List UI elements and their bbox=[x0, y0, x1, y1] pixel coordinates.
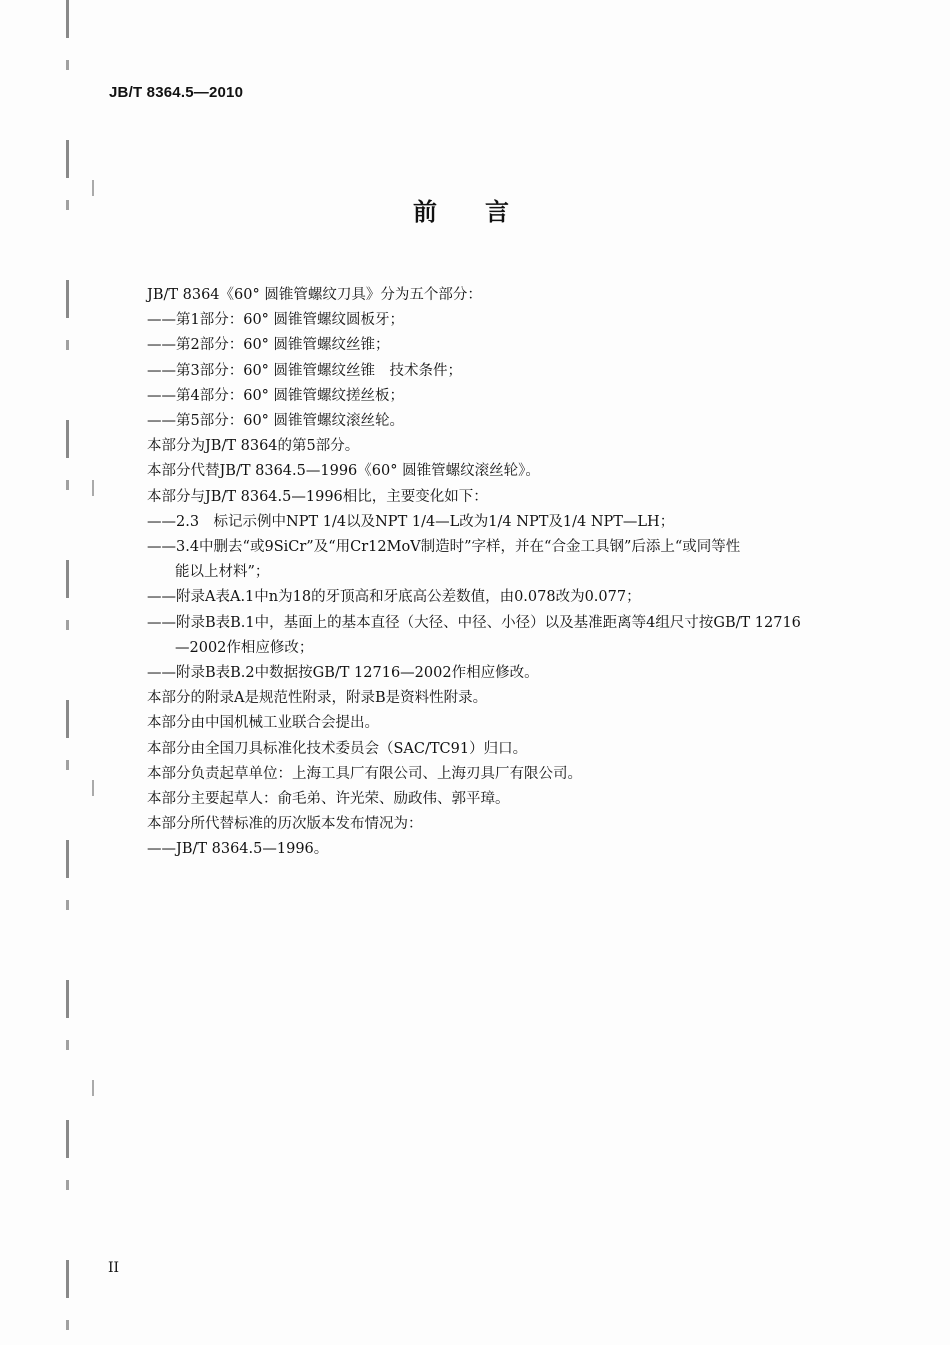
document-body bbox=[147, 283, 867, 863]
list-item-part-3: ——第3部分：60° 圆锥管螺纹丝锥 技术条件； bbox=[147, 362, 463, 379]
standard-code: JB/T 8364.5—2010 bbox=[109, 84, 244, 101]
list-item-part-5: ——第5部分：60° 圆锥管螺纹滚丝轮。 bbox=[147, 413, 405, 430]
paragraph-under-jurisdiction: 本部分由全国刀具标准化技术委员会（SAC/TC91）归口。 bbox=[147, 740, 528, 757]
paragraph-intro: JB/T 8364《60° 圆锥管螺纹刀具》分为五个部分： bbox=[147, 287, 482, 303]
list-item-change-3-4: ——3.4中删去“或9SiCr”及“用Cr12MoV制造时”字样，并在“合金工具钢”后添上“或同等性 bbox=[147, 539, 741, 556]
list-item-change-annex-a: ——附录A表A.1中n为18的牙顶高和牙底高公差数值，由0.078改为0.077； bbox=[147, 589, 641, 606]
page-title: 前言 bbox=[413, 198, 557, 226]
list-item-history-1996: ——JB/T 8364.5—1996。 bbox=[147, 841, 329, 858]
paragraph-drafters: 本部分主要起草人：俞毛弟、许光荣、励政伟、郭平璋。 bbox=[147, 791, 510, 808]
paragraph-part-statement: 本部分为JB/T 8364的第5部分。 bbox=[147, 438, 360, 455]
list-item-part-2: ——第2部分：60° 圆锥管螺纹丝锥； bbox=[147, 337, 390, 354]
list-item-change-3-4-continued: 能以上材料”； bbox=[175, 564, 270, 581]
page-number: II bbox=[108, 1260, 120, 1276]
paragraph-proposed-by: 本部分由中国机械工业联合会提出。 bbox=[147, 715, 379, 732]
paragraph-replaces: 本部分代替JB/T 8364.5—1996《60° 圆锥管螺纹滚丝轮》。 bbox=[147, 463, 540, 480]
list-item-change-2-3: ——2.3 标记示例中NPT 1/4以及NPT 1/4—L改为1/4 NPT及1/4 NPT—LH； bbox=[147, 513, 675, 530]
list-item-part-1: ——第1部分：60° 圆锥管螺纹圆板牙； bbox=[147, 312, 405, 329]
paragraph-changes-intro: 本部分与JB/T 8364.5—1996相比，主要变化如下： bbox=[147, 488, 488, 505]
paragraph-drafting-units: 本部分负责起草单位：上海工具厂有限公司、上海刃具厂有限公司。 bbox=[147, 765, 582, 782]
list-item-change-annex-b1: ——附录B表B.1中，基面上的基本直径（大径、中径、小径）以及基准距离等4组尺寸按GB/T 12716 bbox=[147, 614, 801, 631]
list-item-part-4: ——第4部分：60° 圆锥管螺纹搓丝板； bbox=[147, 387, 405, 404]
paragraph-history-intro: 本部分所代替标准的历次版本发布情况为： bbox=[147, 816, 423, 833]
list-item-change-annex-b1-continued: —2002作相应修改； bbox=[175, 639, 314, 656]
paragraph-annexes: 本部分的附录A是规范性附录，附录B是资料性附录。 bbox=[147, 690, 488, 707]
list-item-change-annex-b2: ——附录B表B.2中数据按GB/T 12716—2002作相应修改。 bbox=[147, 665, 539, 682]
